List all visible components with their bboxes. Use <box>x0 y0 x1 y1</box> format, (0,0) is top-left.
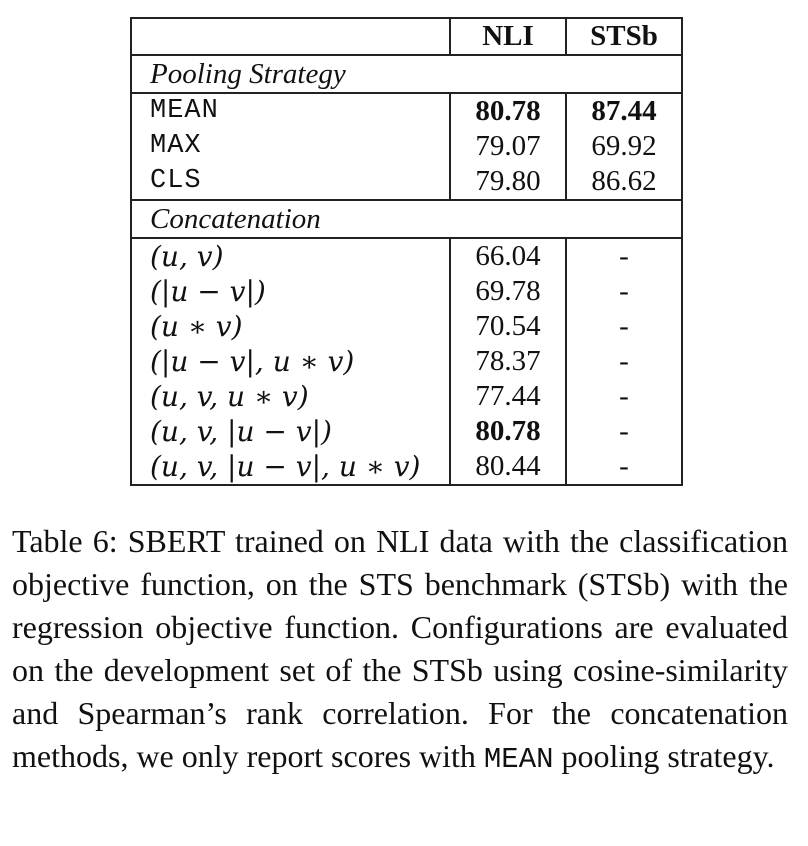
header-empty-cell <box>131 18 450 55</box>
header-stsb: STSb <box>566 18 682 55</box>
table-row <box>131 238 682 274</box>
results-table-container <box>130 17 683 486</box>
table-header-row <box>131 18 682 55</box>
row-label: (u, v, |u − v|) <box>131 414 450 449</box>
nli-value: 70.54 <box>450 309 566 344</box>
stsb-value: 69.92 <box>566 129 682 164</box>
nli-value: 77.44 <box>450 379 566 414</box>
stsb-value: - <box>566 379 682 414</box>
row-label: (u, v, u ∗ v) <box>131 379 450 414</box>
stsb-value: - <box>566 238 682 274</box>
nli-value: 66.04 <box>450 238 566 274</box>
row-label: (|u − v|, u ∗ v) <box>131 344 450 379</box>
row-label: (u, v, |u − v|, u ∗ v) <box>131 449 450 485</box>
row-label: MAX <box>131 129 450 164</box>
stsb-value: - <box>566 344 682 379</box>
results-table <box>130 17 683 486</box>
section-label-pooling: Pooling Strategy <box>131 55 682 93</box>
row-label: (u ∗ v) <box>131 309 450 344</box>
caption-text-end: pooling strategy. <box>553 738 775 774</box>
nli-value: 80.78 <box>450 414 566 449</box>
table-row <box>131 449 682 485</box>
stsb-value: - <box>566 449 682 485</box>
stsb-value: - <box>566 274 682 309</box>
row-label: (u, v) <box>131 238 450 274</box>
table-row <box>131 344 682 379</box>
row-label: MEAN <box>131 93 450 129</box>
section-header-row <box>131 55 682 93</box>
section-label-concatenation: Concatenation <box>131 200 682 238</box>
nli-value: 80.78 <box>450 93 566 129</box>
table-row <box>131 129 682 164</box>
stsb-value: 87.44 <box>566 93 682 129</box>
table-caption <box>12 520 788 781</box>
section-header-row <box>131 200 682 238</box>
table-row <box>131 164 682 200</box>
nli-value: 78.37 <box>450 344 566 379</box>
table-row <box>131 274 682 309</box>
row-label: CLS <box>131 164 450 200</box>
caption-text: Table 6: SBERT trained on NLI data with the classification objective function, on the STS benchmark (STSb) with the regression objective function. Configurations are evaluated on the development set of the STSb using cosine-similarity and Spearman’s rank correlation. For the concatenation methods, we only report scores with <box>12 523 788 774</box>
table-row <box>131 309 682 344</box>
stsb-value: - <box>566 414 682 449</box>
nli-value: 69.78 <box>450 274 566 309</box>
table-row <box>131 93 682 129</box>
nli-value: 79.07 <box>450 129 566 164</box>
header-nli: NLI <box>450 18 566 55</box>
nli-value: 80.44 <box>450 449 566 485</box>
row-label: (|u − v|) <box>131 274 450 309</box>
table-row <box>131 414 682 449</box>
caption-mono-term: MEAN <box>483 743 554 776</box>
stsb-value: - <box>566 309 682 344</box>
table-row <box>131 379 682 414</box>
stsb-value: 86.62 <box>566 164 682 200</box>
nli-value: 79.80 <box>450 164 566 200</box>
